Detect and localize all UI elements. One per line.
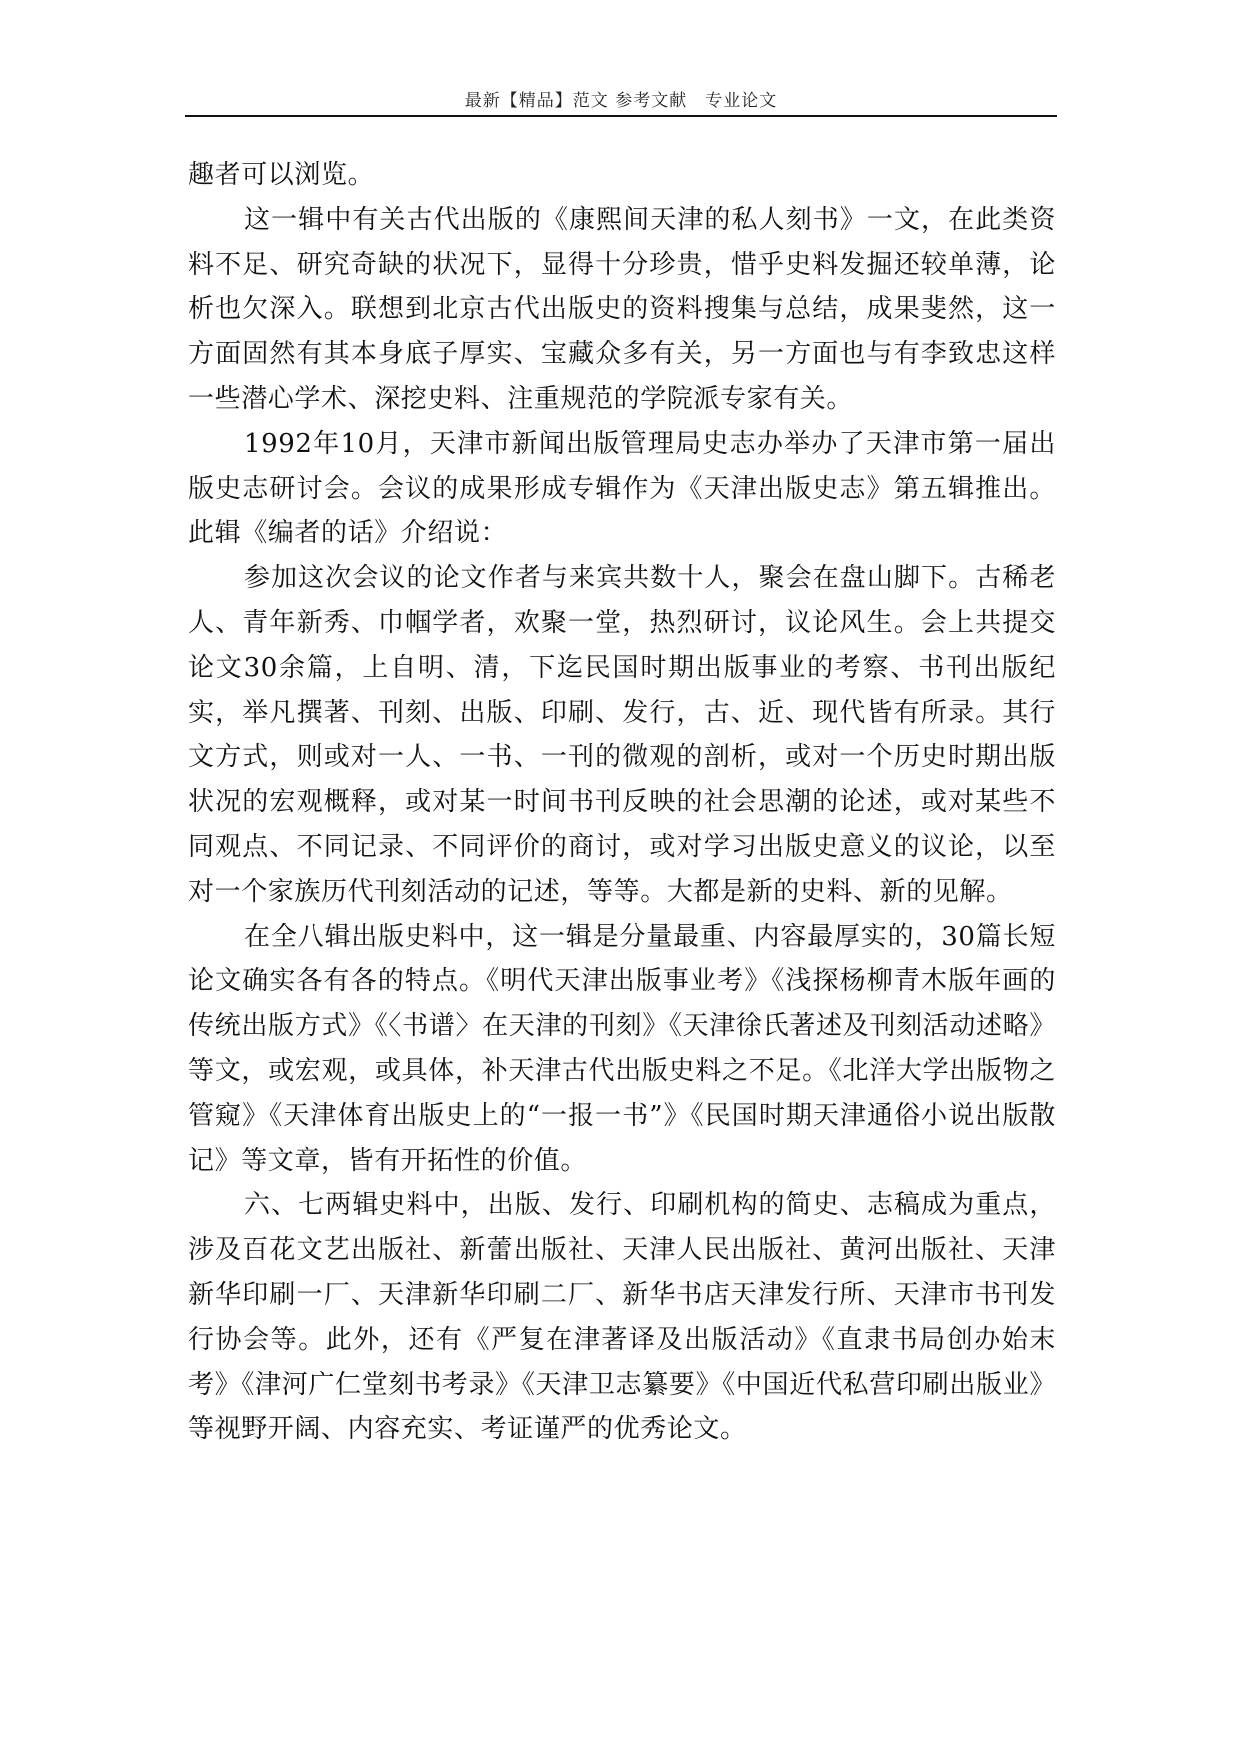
- paragraph-2: 这一辑中有关古代出版的《康熙间天津的私人刻书》一文，在此类资料不足、研究奇缺的状况下，显得十分珍贵，惜乎史料发掘还较单薄，论析也欠深入。联想到北京古代出版史的资料搜集与总结，成果斐然，这一方面固然有其本身底子厚实、宝藏众多有关，另一方面也与有李致忠这样一些潜心学术、深挖史料、注重规范的学院派专家有关。: [188, 204, 1056, 414]
- header-divider: [185, 115, 1057, 117]
- paragraph-6: 六、七两辑史料中，出版、发行、印刷机构的简史、志稿成为重点，涉及百花文艺出版社、新蕾出版社、天津人民出版社、黄河出版社、天津新华印刷一厂、天津新华印刷二厂、新华书店天津发行所、天津市书刊发行协会等。此外，还有《严复在津著译及出版活动》《直隶书局创办始末考》《津河广仁堂刻书考录》《天津卫志纂要》《中国近代私营印刷出版业》等视野开阔、内容充实、考证谨严的优秀论文。: [188, 1190, 1056, 1445]
- paragraph-4: 参加这次会议的论文作者与来宾共数十人，聚会在盘山脚下。古稀老人、青年新秀、巾帼学者，欢聚一堂，热烈研讨，议论风生。会上共提交论文30余篇，上自明、清，下迄民国时期出版事业的考察、书刊出版纪实，举凡撰著、刊刻、出版、印刷、发行，古、近、现代皆有所录。其行文方式，则或对一人、一书、一刊的微观的剖析，或对一个历史时期出版状况的宏观概释，或对某一时间书刊反映的社会思潮的论述，或对某些不同观点、不同记录、不同评价的商讨，或对学习出版史意义的议论，以至对一个家族历代刊刻活动的记述，等等。大都是新的史料、新的见解。: [188, 563, 1056, 907]
- paragraph-1: 趣者可以浏览。: [188, 160, 375, 190]
- paragraph-3: 1992年10月，天津市新闻出版管理局史志办举办了天津市第一届出版史志研讨会。会议的成果形成专辑作为《天津出版史志》第五辑推出。此辑《编者的话》介绍说：: [188, 428, 1056, 549]
- paragraph-5: 在全八辑出版史料中，这一辑是分量最重、内容最厚实的，30篇长短论文确实各有各的特点。《明代天津出版事业考》《浅探杨柳青木版年画的传统出版方式》《〈书谱〉在天津的刊刻》《天津徐氏著述及刊刻活动述略》等文，或宏观，或具体，补天津古代出版史料之不足。《北洋大学出版物之管窥》《天津体育出版史上的“一报一书”》《民国时期天津通俗小说出版散记》等文章，皆有开拓性的价值。: [188, 921, 1056, 1176]
- page-header: 最新【精品】范文 参考文献 专业论文: [464, 91, 778, 111]
- document-body: [188, 153, 1056, 1452]
